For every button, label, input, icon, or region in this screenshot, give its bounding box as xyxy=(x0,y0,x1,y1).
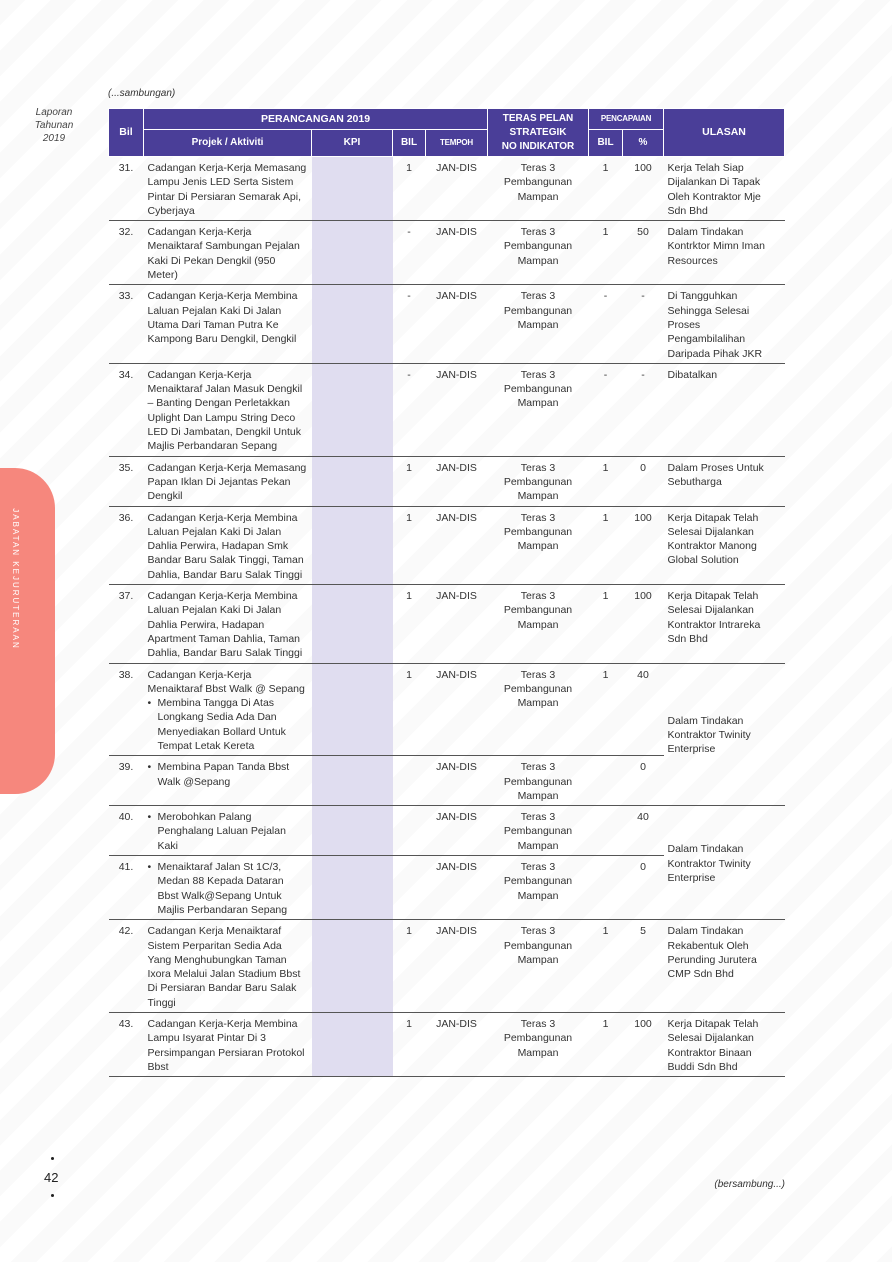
row-tempoh: JAN-DIS xyxy=(426,856,488,920)
row-pencapaian-pct: - xyxy=(623,363,664,456)
header-perancangan: PERANCANGAN 2019 xyxy=(144,109,488,130)
table-row xyxy=(109,920,785,1013)
row-pencapaian-pct: 100 xyxy=(623,506,664,584)
table-row xyxy=(109,506,785,584)
row-kpi xyxy=(312,920,393,1013)
row-kpi xyxy=(312,585,393,663)
row-tempoh: JAN-DIS xyxy=(426,756,488,806)
row-tempoh: JAN-DIS xyxy=(426,663,488,756)
page-dot-bottom xyxy=(51,1194,54,1197)
row-teras: Teras 3 Pembangunan Mampan xyxy=(488,506,589,584)
row-number: 37. xyxy=(109,585,144,663)
row-projek: Cadangan Kerja-Kerja Memasang Papan Iklan Di Jejantas Pekan Dengkil xyxy=(144,456,312,506)
row-bil: - xyxy=(393,363,426,456)
row-tempoh: JAN-DIS xyxy=(426,456,488,506)
row-projek: Cadangan Kerja-Kerja Membina Lampu Isyarat Pintar Di 3 Persimpangan Persiaran Protokol Bbst xyxy=(144,1013,312,1077)
row-bil: 1 xyxy=(393,1013,426,1077)
row-projek-sub-item: • Membina Papan Tanda Bbst Walk @Sepang xyxy=(148,760,308,789)
row-bil: - xyxy=(393,285,426,363)
row-ulasan: Kerja Telah Siap Dijalankan Di Tapak Oleh Kontraktor Mje Sdn Bhd xyxy=(664,157,785,221)
row-ulasan: Dalam Tindakan Rekabentuk Oleh Perunding Jurutera CMP Sdn Bhd xyxy=(664,920,785,1013)
row-bil: 1 xyxy=(393,585,426,663)
row-projek-sub-item: • Menaiktaraf Jalan St 1C/3, Medan 88 Kepada Dataran Bbst Walk@Sepang Untuk Majlis Perbandaran Sepang xyxy=(148,860,308,917)
header-teras xyxy=(488,109,589,157)
row-pencapaian-bil: - xyxy=(589,363,623,456)
header-teras-line1: TERAS PELAN xyxy=(502,112,574,124)
row-bil xyxy=(393,806,426,856)
row-pencapaian-bil: 1 xyxy=(589,585,623,663)
row-projek: Cadangan Kerja-Kerja Membina Laluan Pejalan Kaki Di Jalan Utama Dari Taman Putra Ke Kampong Baru Dengkil, Dengkil xyxy=(144,285,312,363)
row-pencapaian-bil: 1 xyxy=(589,506,623,584)
row-pencapaian-bil: 1 xyxy=(589,221,623,285)
row-pencapaian-pct: 100 xyxy=(623,585,664,663)
row-pencapaian-pct: 40 xyxy=(623,663,664,756)
row-teras: Teras 3 Pembangunan Mampan xyxy=(488,856,589,920)
row-ulasan: Kerja Ditapak Telah Selesai Dijalankan Kontraktor Manong Global Solution xyxy=(664,506,785,584)
row-number: 31. xyxy=(109,157,144,221)
row-teras: Teras 3 Pembangunan Mampan xyxy=(488,456,589,506)
row-pencapaian-pct: 0 xyxy=(623,856,664,920)
row-projek xyxy=(144,806,312,856)
row-projek: Cadangan Kerja Menaiktaraf Sistem Perparitan Sedia Ada Yang Menghubungkan Taman Ixora Melalui Jalan Stadium Bbst Di Persiaran Bandar Baru Salak Tinggi xyxy=(144,920,312,1013)
row-pencapaian-bil xyxy=(589,856,623,920)
header-kpi: KPI xyxy=(312,130,393,157)
header-teras-line3: NO INDIKATOR xyxy=(501,140,575,152)
row-number: 38. xyxy=(109,663,144,756)
row-pencapaian-bil xyxy=(589,756,623,806)
row-projek: Cadangan Kerja-Kerja Memasang Lampu Jenis LED Serta Sistem Pintar Di Persiaran Semarak Api, Cyberjaya xyxy=(144,157,312,221)
table-row xyxy=(109,456,785,506)
header-tempoh: TEMPOH xyxy=(426,130,488,157)
header-teras-line2: STRATEGIK xyxy=(509,126,567,138)
row-number: 33. xyxy=(109,285,144,363)
row-ulasan: Dibatalkan xyxy=(664,363,785,456)
row-teras: Teras 3 Pembangunan Mampan xyxy=(488,157,589,221)
page-number: 42 xyxy=(44,1170,59,1185)
row-teras: Teras 3 Pembangunan Mampan xyxy=(488,806,589,856)
table-row xyxy=(109,806,785,856)
row-ulasan: Dalam Tindakan Kontrktor Mimn Iman Resources xyxy=(664,221,785,285)
row-projek xyxy=(144,856,312,920)
row-number: 34. xyxy=(109,363,144,456)
header-projek: Projek / Aktiviti xyxy=(144,130,312,157)
header-pencapaian-bil: BIL xyxy=(589,130,623,157)
row-teras: Teras 3 Pembangunan Mampan xyxy=(488,363,589,456)
row-number: 41. xyxy=(109,856,144,920)
row-pencapaian-pct: 100 xyxy=(623,1013,664,1077)
row-number: 39. xyxy=(109,756,144,806)
row-ulasan: Dalam Proses Untuk Sebutharga xyxy=(664,456,785,506)
row-bil xyxy=(393,756,426,806)
row-number: 43. xyxy=(109,1013,144,1077)
row-pencapaian-bil: - xyxy=(589,285,623,363)
row-projek: Cadangan Kerja-Kerja Membina Laluan Pejalan Kaki Di Jalan Dahlia Perwira, Hadapan Apartment Taman Dahlia, Taman Dahlia, Bandar Baru Salak Tinggi xyxy=(144,585,312,663)
table-row xyxy=(109,1013,785,1077)
row-tempoh: JAN-DIS xyxy=(426,1013,488,1077)
row-kpi xyxy=(312,506,393,584)
row-kpi xyxy=(312,456,393,506)
row-ulasan: Kerja Ditapak Telah Selesai Dijalankan Kontraktor Intrareka Sdn Bhd xyxy=(664,585,785,663)
row-tempoh: JAN-DIS xyxy=(426,585,488,663)
table-row xyxy=(109,221,785,285)
row-tempoh: JAN-DIS xyxy=(426,506,488,584)
row-projek xyxy=(144,663,312,756)
row-number: 35. xyxy=(109,456,144,506)
row-teras: Teras 3 Pembangunan Mampan xyxy=(488,920,589,1013)
row-pencapaian-bil: 1 xyxy=(589,920,623,1013)
row-kpi xyxy=(312,856,393,920)
row-teras: Teras 3 Pembangunan Mampan xyxy=(488,585,589,663)
row-pencapaian-pct: 0 xyxy=(623,456,664,506)
row-bil: 1 xyxy=(393,663,426,756)
row-pencapaian-pct: - xyxy=(623,285,664,363)
row-projek xyxy=(144,756,312,806)
report-label xyxy=(22,106,86,145)
row-tempoh: JAN-DIS xyxy=(426,920,488,1013)
row-projek-sub-item: • Merobohkan Palang Penghalang Laluan Pejalan Kaki xyxy=(148,810,308,853)
row-kpi xyxy=(312,663,393,756)
row-number: 36. xyxy=(109,506,144,584)
row-pencapaian-bil: 1 xyxy=(589,157,623,221)
row-projek: Cadangan Kerja-Kerja Menaiktaraf Jalan Masuk Dengkil – Banting Dengan Perletakkan Uplight Dan Lampu String Deco LED Di Jambatan, Dengkil Untuk Majlis Perbandaran Sepang xyxy=(144,363,312,456)
report-line-2: Tahunan xyxy=(34,120,74,131)
kpi-table xyxy=(108,108,785,1077)
row-tempoh: JAN-DIS xyxy=(426,363,488,456)
row-projek-sub-item: • Membina Tangga Di Atas Longkang Sedia Ada Dan Menyediakan Bollard Untuk Tempat Letak Kereta xyxy=(148,696,308,753)
row-pencapaian-bil xyxy=(589,806,623,856)
report-line-3: 2019 xyxy=(42,133,66,144)
row-ulasan: Dalam Tindakan Kontraktor Twinity Enterprise xyxy=(664,663,785,806)
row-tempoh: JAN-DIS xyxy=(426,806,488,856)
row-kpi xyxy=(312,221,393,285)
row-pencapaian-pct: 100 xyxy=(623,157,664,221)
row-bil: 1 xyxy=(393,920,426,1013)
row-number: 42. xyxy=(109,920,144,1013)
row-pencapaian-pct: 40 xyxy=(623,806,664,856)
row-pencapaian-bil: 1 xyxy=(589,663,623,756)
continuation-bottom: (bersambung...) xyxy=(714,1179,785,1190)
row-kpi xyxy=(312,1013,393,1077)
table-row xyxy=(109,157,785,221)
table-row xyxy=(109,585,785,663)
page-dot-top xyxy=(51,1157,54,1160)
row-kpi xyxy=(312,363,393,456)
row-pencapaian-bil: 1 xyxy=(589,1013,623,1077)
report-line-1: Laporan xyxy=(35,107,73,118)
row-bil: 1 xyxy=(393,456,426,506)
row-bil: 1 xyxy=(393,506,426,584)
row-number: 40. xyxy=(109,806,144,856)
row-teras: Teras 3 Pembangunan Mampan xyxy=(488,221,589,285)
row-ulasan: Di Tangguhkan Sehingga Selesai Proses Pengambilalihan Daripada Pihak JKR xyxy=(664,285,785,363)
table-row xyxy=(109,663,785,756)
row-pencapaian-bil: 1 xyxy=(589,456,623,506)
header-bil-sub: BIL xyxy=(393,130,426,157)
row-tempoh: JAN-DIS xyxy=(426,157,488,221)
row-bil: 1 xyxy=(393,157,426,221)
row-number: 32. xyxy=(109,221,144,285)
row-pencapaian-pct: 5 xyxy=(623,920,664,1013)
table-row xyxy=(109,285,785,363)
row-teras: Teras 3 Pembangunan Mampan xyxy=(488,756,589,806)
continuation-top: (...sambungan) xyxy=(108,88,176,99)
row-kpi xyxy=(312,756,393,806)
row-pencapaian-pct: 50 xyxy=(623,221,664,285)
row-projek: Cadangan Kerja-Kerja Membina Laluan Pejalan Kaki Di Jalan Dahlia Perwira, Hadapan Smk Bandar Baru Salak Tinggi, Taman Dahlia, Bandar Baru Salak Tinggi xyxy=(144,506,312,584)
row-teras: Teras 3 Pembangunan Mampan xyxy=(488,1013,589,1077)
row-pencapaian-pct: 0 xyxy=(623,756,664,806)
row-tempoh: JAN-DIS xyxy=(426,285,488,363)
row-kpi xyxy=(312,806,393,856)
row-projek: Cadangan Kerja-Kerja Menaiktaraf Sambungan Pejalan Kaki Di Pekan Dengkil (950 Meter) xyxy=(144,221,312,285)
header-pencapaian: PENCAPAIAN xyxy=(589,109,664,130)
row-bil: - xyxy=(393,221,426,285)
table-row xyxy=(109,363,785,456)
row-ulasan: Dalam Tindakan Kontraktor Twinity Enterprise xyxy=(664,806,785,920)
row-teras: Teras 3 Pembangunan Mampan xyxy=(488,663,589,756)
row-kpi xyxy=(312,157,393,221)
row-ulasan: Kerja Ditapak Telah Selesai Dijalankan Kontraktor Binaan Buddi Sdn Bhd xyxy=(664,1013,785,1077)
header-pencapaian-pct: % xyxy=(623,130,664,157)
department-label: JABATAN KEJURUTERAAN xyxy=(11,508,20,650)
row-tempoh: JAN-DIS xyxy=(426,221,488,285)
row-bil xyxy=(393,856,426,920)
header-bil: Bil xyxy=(109,109,144,157)
header-ulasan: ULASAN xyxy=(664,109,785,157)
row-teras: Teras 3 Pembangunan Mampan xyxy=(488,285,589,363)
row-kpi xyxy=(312,285,393,363)
row-projek-main: Cadangan Kerja-Kerja Menaiktaraf Bbst Walk @ Sepang xyxy=(147,668,305,695)
